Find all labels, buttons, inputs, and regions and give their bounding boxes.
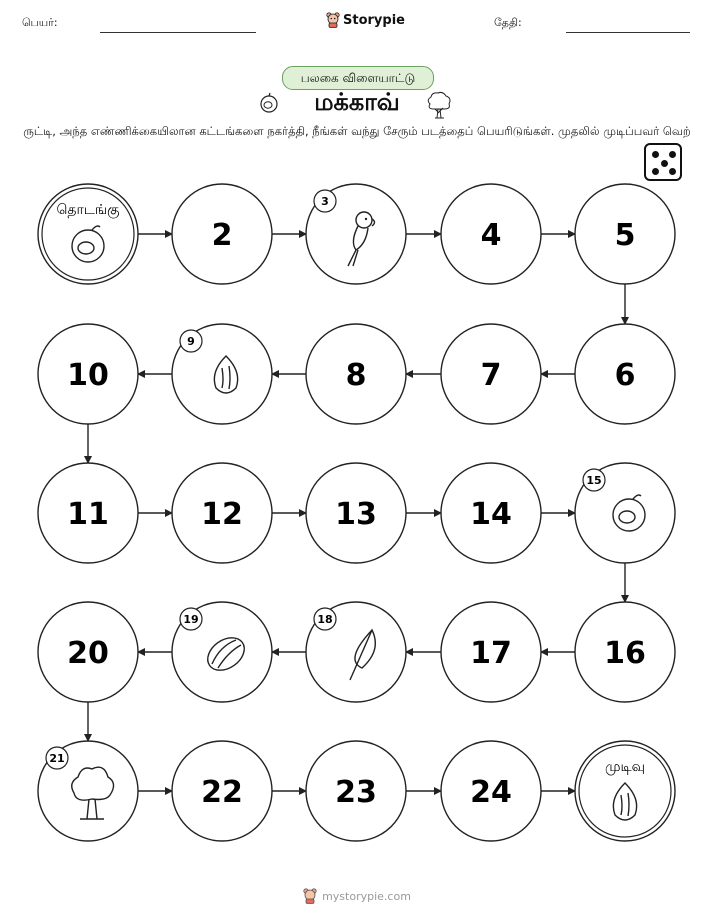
badge-number: 19 <box>183 613 199 626</box>
board-cell-17[interactable] <box>441 602 541 702</box>
page-title: மக்காவ் <box>314 88 400 116</box>
footer-url: mystorypie.com <box>322 889 411 903</box>
end-label: முடிவு <box>604 759 646 775</box>
board-cell-6[interactable] <box>575 324 675 424</box>
board-cell-8[interactable] <box>306 324 406 424</box>
cell-number: 23 <box>335 775 377 810</box>
cell-number: 13 <box>335 497 377 532</box>
board-cell-1[interactable] <box>38 184 138 284</box>
badge-number: 3 <box>321 195 329 208</box>
name-label: பெயர்: <box>22 16 58 29</box>
badge-number: 18 <box>317 613 333 626</box>
board-cell-20[interactable] <box>38 602 138 702</box>
badge-number: 21 <box>49 752 65 765</box>
brand-name: Storypie <box>343 12 405 28</box>
cell-number: 20 <box>67 636 109 671</box>
board-cell-22[interactable] <box>172 741 272 841</box>
board-cell-12[interactable] <box>172 463 272 563</box>
board-cell-13[interactable] <box>306 463 406 563</box>
category-badge: பலகை விளையாட்டு <box>282 66 434 90</box>
board-cell-24[interactable] <box>441 741 541 841</box>
instructions-text: ருட்டி, அந்த எண்ணிக்கையிலான கட்டங்களை நகர்த்தி, நீங்கள் வந்து சேரும் படத்தைப் பெயரிடுங்கள். முதலில் முடிப்பவர் வெற் <box>23 124 691 138</box>
cell-number: 6 <box>614 358 636 393</box>
board-cell-19[interactable] <box>172 602 272 702</box>
footer-bear-icon <box>303 888 317 904</box>
cell-number: 22 <box>201 775 243 810</box>
board-cell-2[interactable] <box>172 184 272 284</box>
cell-number: 4 <box>480 218 502 253</box>
badge-number: 15 <box>586 474 602 487</box>
board-cell-7[interactable] <box>441 324 541 424</box>
board-cell-14[interactable] <box>441 463 541 563</box>
cell-number: 10 <box>67 358 109 393</box>
badge-number: 9 <box>187 335 195 348</box>
start-label: தொடங்கு <box>56 202 120 218</box>
board-cell-3[interactable] <box>306 184 406 284</box>
board-cell-15[interactable] <box>575 463 675 563</box>
cell-number: 16 <box>604 636 646 671</box>
cell-number: 14 <box>470 497 512 532</box>
cell-number: 8 <box>345 358 367 393</box>
board-cell-16[interactable] <box>575 602 675 702</box>
board-cell-21[interactable] <box>38 741 138 841</box>
board-cell-11[interactable] <box>38 463 138 563</box>
cell-number: 17 <box>470 636 512 671</box>
date-label: தேதி: <box>494 16 522 29</box>
board-cell-4[interactable] <box>441 184 541 284</box>
board-cell-9[interactable] <box>172 324 272 424</box>
board-cell-18[interactable] <box>306 602 406 702</box>
cell-number: 2 <box>211 218 233 253</box>
board-cell-5[interactable] <box>575 184 675 284</box>
board-cell-25[interactable] <box>575 741 675 841</box>
board-cell-10[interactable] <box>38 324 138 424</box>
cell-number: 11 <box>67 497 109 532</box>
footer <box>0 888 714 904</box>
board-cell-23[interactable] <box>306 741 406 841</box>
cell-number: 24 <box>470 775 512 810</box>
cell-number: 12 <box>201 497 243 532</box>
cell-number: 5 <box>614 218 636 253</box>
cell-number: 7 <box>480 358 502 393</box>
